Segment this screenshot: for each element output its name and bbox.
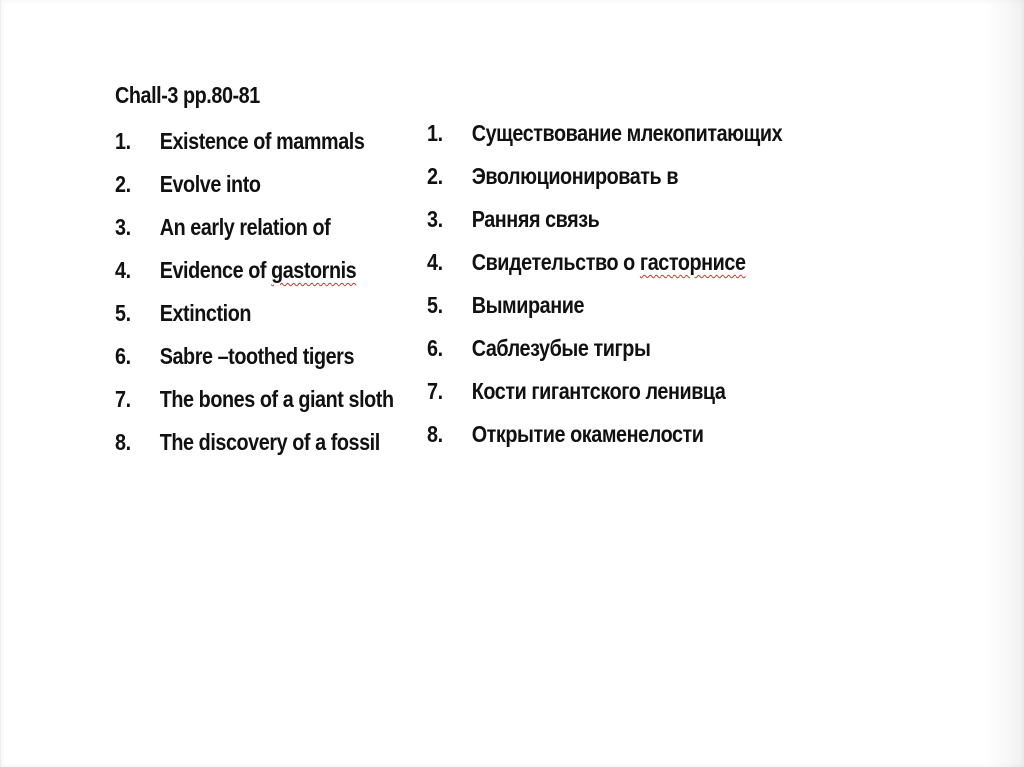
- russian-item-4: [427, 241, 782, 284]
- item-text: Саблезубые тигры: [471, 335, 651, 361]
- english-item-6: [115, 335, 394, 378]
- russian-item-5: [427, 284, 782, 327]
- item-number: 1.: [427, 120, 443, 146]
- item-number: 1.: [115, 128, 131, 154]
- spellcheck-flagged-word: gastornis: [271, 257, 357, 283]
- item-text: Эволюционировать в: [471, 163, 679, 189]
- item-text-plain: Свидетельство о: [471, 249, 640, 275]
- russian-item-2: [427, 155, 782, 198]
- item-text: [472, 241, 746, 284]
- item-text: [160, 249, 357, 292]
- item-text: Открытие окаменелости: [471, 421, 704, 447]
- item-number: 6.: [427, 335, 443, 361]
- item-text: Существование млекопитающих: [471, 120, 783, 146]
- english-item-8: [115, 421, 394, 464]
- item-text: An early relation of: [159, 214, 331, 240]
- item-text: Ранняя связь: [471, 206, 600, 232]
- russian-item-8: [427, 413, 782, 456]
- item-text: Вымирание: [471, 292, 585, 318]
- item-text: Existence of mammals: [159, 128, 365, 154]
- item-number: 2.: [427, 163, 443, 189]
- item-text: Кости гигантского ленивца: [471, 378, 726, 404]
- english-item-1: [115, 120, 394, 163]
- english-item-2: [115, 163, 394, 206]
- item-number: 3.: [115, 214, 131, 240]
- russian-list: [427, 112, 840, 456]
- english-item-4: [115, 249, 394, 292]
- item-number: 8.: [115, 429, 131, 455]
- spellcheck-flagged-word: гасторнисе: [639, 249, 746, 275]
- vocabulary-columns: [115, 120, 835, 480]
- english-item-7: [115, 378, 394, 421]
- item-text-plain: Evidence of: [159, 257, 272, 283]
- item-number: 6.: [115, 343, 131, 369]
- english-list: [115, 120, 439, 464]
- slide-title: Chall-3 pp.80-81: [115, 82, 260, 108]
- item-number: 4.: [115, 257, 131, 283]
- item-number: 5.: [427, 292, 443, 318]
- slide-content: [115, 78, 835, 480]
- item-number: 3.: [427, 206, 443, 232]
- item-number: 8.: [427, 421, 443, 447]
- russian-item-6: [427, 327, 782, 370]
- russian-item-3: [427, 198, 782, 241]
- item-number: 4.: [427, 249, 443, 275]
- russian-item-7: [427, 370, 782, 413]
- russian-item-1: [427, 112, 782, 155]
- item-text: Evolve into: [159, 171, 261, 197]
- item-number: 7.: [427, 378, 443, 404]
- page-edge-shadow: [984, 0, 1024, 767]
- item-number: 2.: [115, 171, 131, 197]
- english-item-3: [115, 206, 394, 249]
- item-number: 5.: [115, 300, 131, 326]
- english-item-5: [115, 292, 394, 335]
- item-number: 7.: [115, 386, 131, 412]
- item-text: The discovery of a fossil: [159, 429, 380, 455]
- item-text: The bones of a giant sloth: [159, 386, 394, 412]
- item-text: Sabre –toothed tigers: [159, 343, 355, 369]
- item-text: Extinction: [159, 300, 252, 326]
